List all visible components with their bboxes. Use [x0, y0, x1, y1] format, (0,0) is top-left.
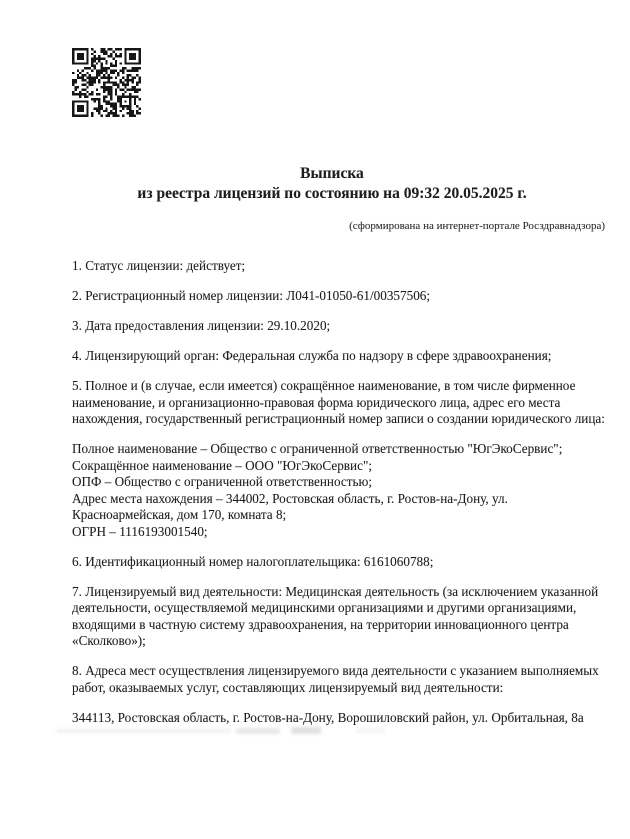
paragraph-activity-addresses-heading	[72, 663, 612, 696]
text-line: 5. Полное и (в случае, если имеется) сокращённое наименование, в том числе фирменное наименование, и организационно-правовая форма юридического лица, адрес его места нахождения, государственный регистрационный номер записи о создании юридического лица:	[72, 378, 605, 426]
text-line: 8. Адреса мест осуществления лицензируемого вида деятельности с указанием выполняемых работ, оказываемых услуг, составляющих лицензируемый вид деятельности:	[72, 663, 599, 695]
legal-form-line: ОПФ – Общество с ограниченной ответственностью;	[72, 474, 373, 489]
paragraph-entity-details	[72, 441, 612, 540]
full-name-line: Полное наименование – Общество с ограниченной ответственностью "ЮгЭкоСервис";	[72, 441, 563, 456]
document-body	[72, 164, 612, 740]
text-line: 6. Идентификационный номер налогоплательщика: 6161060788;	[72, 553, 434, 569]
paragraph-entity-heading	[72, 378, 612, 428]
generation-note: (сформирована на интернет-портале Росздравнадзора)	[349, 220, 605, 232]
paragraph-activity-address	[72, 710, 612, 727]
paragraph-registration-number	[72, 288, 612, 305]
short-name-line: Сокращённое наименование – ООО "ЮгЭкоСервис";	[72, 457, 372, 473]
title-line-1: Выписка	[300, 165, 364, 182]
text-line: 344113, Ростовская область, г. Ростов-на-Дону, Ворошиловский район, ул. Орбитальная, 8а	[72, 709, 584, 725]
text-line: 1. Статус лицензии: действует;	[72, 258, 246, 273]
paragraph-license-status	[72, 258, 612, 275]
paragraph-licensed-activity	[72, 584, 612, 650]
document-title	[72, 164, 592, 204]
text-line: 2. Регистрационный номер лицензии: Л041-01050-61/00357506;	[72, 288, 431, 303]
legal-address-line: Адрес места нахождения – 344002, Ростовская область, г. Ростов-на-Дону, ул. Красноармейская, дом 170, комната 8;	[72, 490, 508, 522]
text-line: 4. Лицензирующий орган: Федеральная служба по надзору в сфере здравоохранения;	[72, 348, 552, 363]
title-line-2: из реестра лицензий по состоянию на 09:32 20.05.2025 г.	[137, 185, 527, 202]
paragraph-inn	[72, 554, 612, 571]
text-line: 3. Дата предоставления лицензии: 29.10.2020;	[72, 318, 331, 333]
text-line: 7. Лицензируемый вид деятельности: Медицинская деятельность (за исключением указанной деятельности, осуществляемой медицинскими организациями и другими организациями, входящими в частную систему здравоохранения, на территории инновационного центра «Сколково»);	[72, 583, 599, 648]
qr-code-icon	[72, 48, 141, 117]
paragraph-grant-date	[72, 318, 612, 335]
paragraph-licensing-authority	[72, 348, 612, 365]
ogrn-line: ОГРН – 1116193001540;	[72, 523, 208, 539]
